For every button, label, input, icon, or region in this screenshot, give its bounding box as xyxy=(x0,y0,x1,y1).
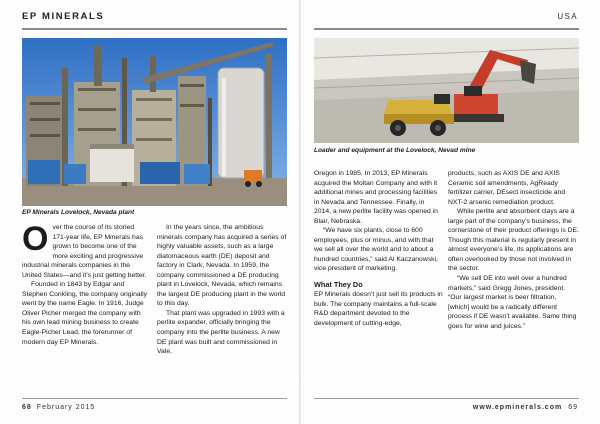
paragraph: “We sell DE into well over a hundred markets,” said Gregg Jones, president. “Our largest market is beer filtration, [which] would be a radically different process if DE wasn’t available. Same thing goes for wine and juices.” xyxy=(448,275,577,330)
paragraph: In the years since, the ambitious minerals company has acquired a series of highly valuable assets, such as a large diatomaceous earth (DE) deposit and factory in Clark, Nevada. In 1959, the company commissioned a DE producing plant in Lovelock, Nevada, which remains the largest DE producing plant in the world to this day. xyxy=(157,224,287,308)
article-column-2 xyxy=(157,223,289,357)
article-column-3 xyxy=(314,169,443,328)
paragraph: Oregon in 1985. In 2013, EP Minerals acquired the Moltan Company and with it additional mines and processing facilities in Nevada and Tennessee. Finally, in 2014, a new perlite facility was opened in Blair, Nebraska. xyxy=(314,170,438,225)
footer-right xyxy=(473,404,578,411)
footer-rule-right xyxy=(314,398,579,399)
industrial-plant-photo xyxy=(22,38,287,206)
website-link[interactable]: www.epminerals.com xyxy=(472,404,563,411)
paragraph: That plant was upgraded in 1993 with a perlite expander, officially bringing the company into the perlite business. A new DE plant was built and commissioned in Vale, xyxy=(157,309,285,356)
paragraph: products, such as AXIS DE and AXIS Ceramic soil amendments, AgReady fertilizer carrier, DEsect insecticide and NXT-2 arsenic remediation product. xyxy=(448,170,566,206)
plant-photo xyxy=(22,38,287,206)
paragraph: While perlite and absorbent clays are a large part of the company’s business, the cornerstone of their product offerings is DE. Though this material is regularly present in almost everyone’s life, its applications are often overlooked by those not involved in the sector. xyxy=(448,208,579,273)
mine-photo xyxy=(314,38,579,143)
page-number-right: 69 xyxy=(568,404,578,411)
intro-paragraph xyxy=(22,220,148,280)
intro-text: ver the course of its storied 171-year life, EP Minerals has grown to become one of the more exciting and progressive industrial minerals companies in the United States—and it’s just getting better. xyxy=(22,224,147,279)
mine-photo-caption: Loader and equipment at the Lovelock, Nevad mine xyxy=(314,147,476,154)
header-rule-right xyxy=(314,28,579,30)
mine-excavator-photo xyxy=(314,38,579,143)
page-number-left: 68 xyxy=(22,404,32,411)
paragraph: Founded in 1843 by Edgar and Stephen Conkling, the company originally went by the name Eagle. In 1916, Judge Oliver Picher merged the company with his own lead mining business to create Eagle-Picher Lead, the forerunner of modern day EP Minerals. xyxy=(22,281,148,346)
subhead: What They Do xyxy=(314,280,363,290)
section-header-title: EP MINERALS xyxy=(22,11,105,22)
drop-cap: O xyxy=(22,220,49,258)
plant-photo-caption: EP Minerals Lovelock, Nevada plant xyxy=(22,209,135,216)
footer-left xyxy=(22,404,95,411)
issue-date: February 2015 xyxy=(36,404,96,411)
section-header-country: USA xyxy=(557,12,578,21)
footer-rule-left xyxy=(22,398,287,399)
paragraph: EP Minerals doesn’t just sell its products in bulk. The company maintains a full-scale R&D department devoted to the development of cutting-edge, xyxy=(314,291,443,327)
article-column-1 xyxy=(22,220,148,347)
page-gutter xyxy=(299,0,301,424)
paragraph: “We have six plants, close to 600 employees, plus or minus, and with that we sell all over the world and to about a hundred countries,” said Al Kaczanowski, vice president of marketing. xyxy=(314,227,438,273)
header-rule-left xyxy=(22,28,287,30)
article-column-4 xyxy=(448,169,579,331)
